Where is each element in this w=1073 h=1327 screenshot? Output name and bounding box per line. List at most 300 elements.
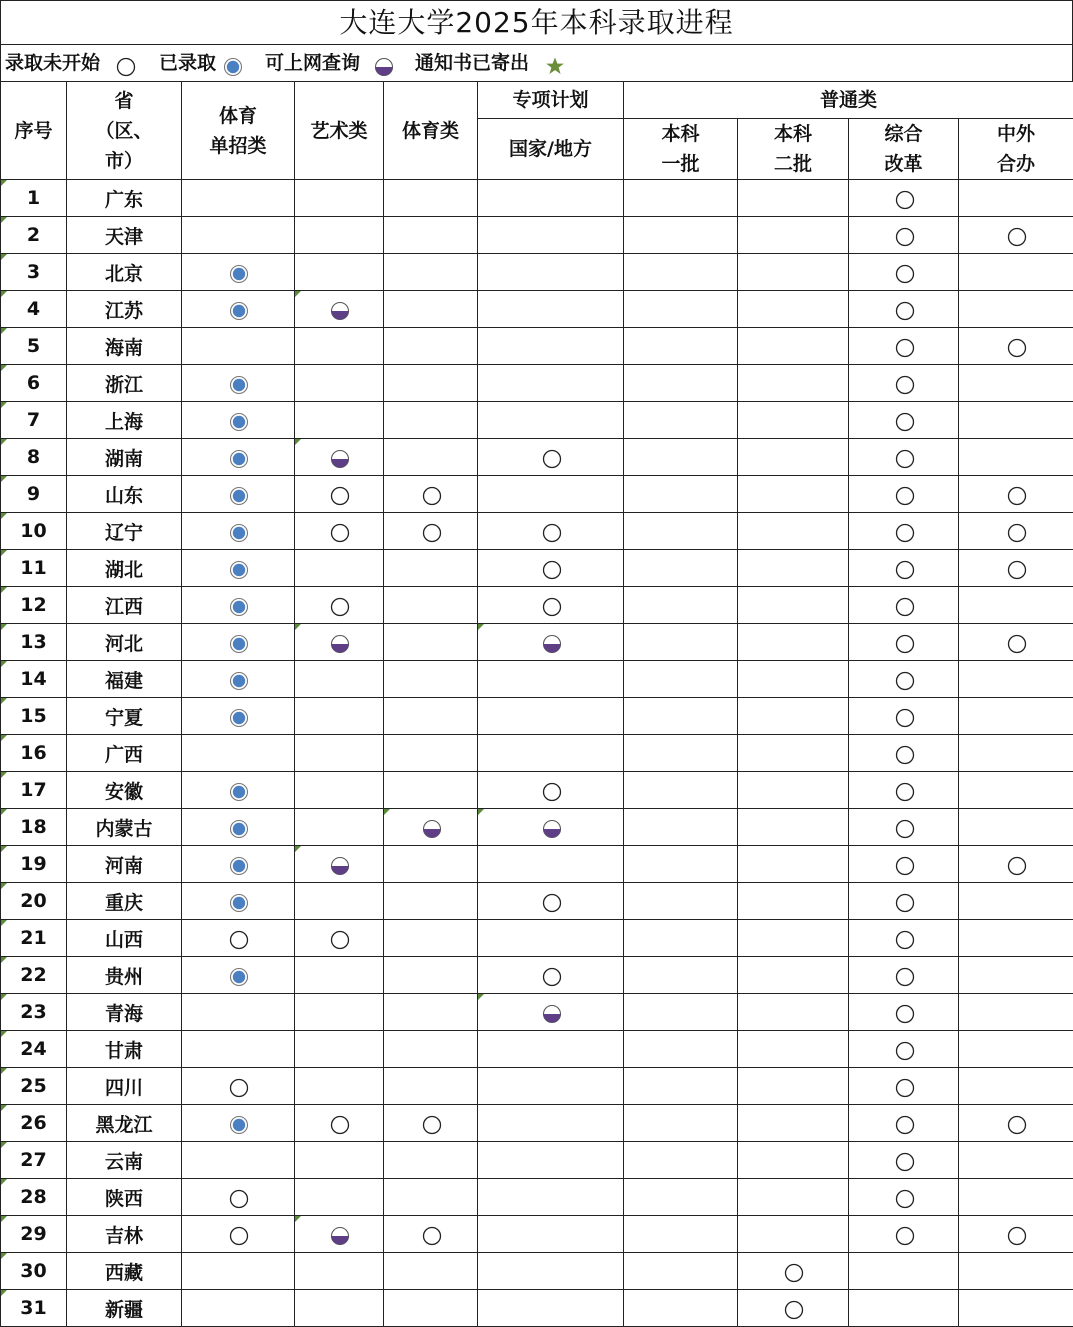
status-cell-art <box>295 957 384 994</box>
circle-outline-icon <box>895 560 913 578</box>
half-filled-purple-circle-icon <box>542 819 560 837</box>
status-cell-sino_foreign <box>959 920 1073 957</box>
row-seq: 12 <box>1 587 67 624</box>
row-seq: 10 <box>1 513 67 550</box>
circle-outline-icon <box>1007 486 1025 504</box>
status-cell-sino_foreign <box>959 328 1073 365</box>
circle-outline-icon <box>895 930 913 948</box>
circle-outline-icon <box>895 412 913 430</box>
status-cell-art <box>295 513 384 550</box>
circle-outline-icon <box>895 1041 913 1059</box>
status-cell-sports_single <box>182 698 295 735</box>
status-cell-special <box>478 1216 624 1253</box>
row-province: 北京 <box>67 254 182 291</box>
status-cell-special <box>478 920 624 957</box>
status-cell-sino_foreign <box>959 365 1073 402</box>
row-province: 江苏 <box>67 291 182 328</box>
status-cell-comprehensive <box>849 1031 959 1068</box>
table-row <box>1 217 1073 254</box>
status-cell-sino_foreign <box>959 550 1073 587</box>
status-cell-art <box>295 809 384 846</box>
status-cell-art <box>295 180 384 217</box>
row-seq: 23 <box>1 994 67 1031</box>
status-cell-batch2 <box>738 587 849 624</box>
status-cell-batch1 <box>624 1068 738 1105</box>
circle-outline-icon <box>422 1115 440 1133</box>
status-cell-sports_single <box>182 513 295 550</box>
status-cell-batch1 <box>624 291 738 328</box>
status-cell-sports_single <box>182 402 295 439</box>
status-cell-batch2 <box>738 994 849 1031</box>
circle-outline-icon <box>895 1152 913 1170</box>
status-cell-special <box>478 291 624 328</box>
table-row <box>1 1253 1073 1290</box>
status-cell-batch2 <box>738 624 849 661</box>
row-seq: 21 <box>1 920 67 957</box>
status-cell-sports <box>384 587 478 624</box>
status-cell-special <box>478 772 624 809</box>
status-cell-art <box>295 661 384 698</box>
circle-outline-icon <box>1007 338 1025 356</box>
status-cell-sports <box>384 994 478 1031</box>
status-cell-sino_foreign <box>959 809 1073 846</box>
status-cell-art <box>295 550 384 587</box>
status-cell-sports <box>384 698 478 735</box>
status-cell-sports <box>384 180 478 217</box>
status-cell-sino_foreign <box>959 291 1073 328</box>
status-cell-sino_foreign <box>959 846 1073 883</box>
circle-outline-icon <box>542 893 560 911</box>
row-province: 江西 <box>67 587 182 624</box>
table-row <box>1 809 1073 846</box>
filled-blue-circle-icon <box>229 375 247 393</box>
half-filled-purple-circle-icon <box>542 634 560 652</box>
row-province: 辽宁 <box>67 513 182 550</box>
status-cell-batch1 <box>624 254 738 291</box>
filled-blue-circle-icon <box>229 967 247 985</box>
status-cell-batch1 <box>624 735 738 772</box>
status-cell-special <box>478 587 624 624</box>
status-cell-comprehensive <box>849 254 959 291</box>
row-seq: 28 <box>1 1179 67 1216</box>
status-cell-sports_single <box>182 365 295 402</box>
status-cell-batch2 <box>738 180 849 217</box>
table-row <box>1 1142 1073 1179</box>
row-seq: 20 <box>1 883 67 920</box>
circle-outline-icon <box>330 523 348 541</box>
status-cell-sino_foreign <box>959 994 1073 1031</box>
row-seq: 6 <box>1 365 67 402</box>
status-cell-batch1 <box>624 698 738 735</box>
status-cell-batch2 <box>738 661 849 698</box>
status-cell-art <box>295 994 384 1031</box>
table-row <box>1 846 1073 883</box>
row-seq: 5 <box>1 328 67 365</box>
circle-outline-icon <box>895 1189 913 1207</box>
half-filled-purple-circle-icon <box>330 449 348 467</box>
circle-outline-icon <box>229 1078 247 1096</box>
row-seq: 13 <box>1 624 67 661</box>
status-cell-batch1 <box>624 920 738 957</box>
status-cell-batch1 <box>624 624 738 661</box>
circle-outline-icon <box>895 264 913 282</box>
filled-blue-circle-icon <box>229 449 247 467</box>
status-cell-sports <box>384 920 478 957</box>
status-cell-special <box>478 1105 624 1142</box>
status-cell-batch2 <box>738 772 849 809</box>
status-cell-special <box>478 1031 624 1068</box>
row-seq: 22 <box>1 957 67 994</box>
status-cell-comprehensive <box>849 1179 959 1216</box>
circle-outline-icon <box>895 634 913 652</box>
circle-outline-icon <box>542 967 560 985</box>
status-cell-comprehensive <box>849 550 959 587</box>
header-art: 艺术类 <box>295 82 384 180</box>
status-cell-comprehensive <box>849 328 959 365</box>
status-cell-sino_foreign <box>959 1031 1073 1068</box>
status-cell-sports_single <box>182 1031 295 1068</box>
filled-blue-circle-icon <box>229 523 247 541</box>
table-row <box>1 624 1073 661</box>
status-cell-comprehensive <box>849 1253 959 1290</box>
status-cell-batch1 <box>624 402 738 439</box>
status-cell-sports_single <box>182 920 295 957</box>
status-cell-sino_foreign <box>959 1290 1073 1327</box>
status-cell-sports_single <box>182 1253 295 1290</box>
status-cell-sports_single <box>182 1216 295 1253</box>
circle-outline-icon <box>784 1300 802 1318</box>
status-cell-comprehensive <box>849 439 959 476</box>
status-cell-batch1 <box>624 1290 738 1327</box>
half-filled-purple-circle-icon <box>330 301 348 319</box>
row-seq: 8 <box>1 439 67 476</box>
status-cell-art <box>295 920 384 957</box>
status-cell-art <box>295 254 384 291</box>
circle-outline-icon <box>1007 634 1025 652</box>
circle-outline-icon <box>895 1004 913 1022</box>
status-cell-art <box>295 291 384 328</box>
status-cell-sports_single <box>182 994 295 1031</box>
filled-blue-circle-icon <box>229 264 247 282</box>
status-cell-art <box>295 1031 384 1068</box>
circle-outline-icon <box>542 782 560 800</box>
status-cell-special <box>478 698 624 735</box>
status-cell-art <box>295 402 384 439</box>
circle-outline-icon <box>895 227 913 245</box>
status-cell-art <box>295 846 384 883</box>
half-filled-purple-circle-icon <box>330 1226 348 1244</box>
status-cell-special <box>478 476 624 513</box>
status-cell-batch1 <box>624 809 738 846</box>
status-cell-sports_single <box>182 1105 295 1142</box>
row-province: 黑龙江 <box>67 1105 182 1142</box>
status-cell-special <box>478 254 624 291</box>
sheet-title: 大连大学2025年本科录取进程 <box>0 0 1073 44</box>
table-row <box>1 735 1073 772</box>
status-cell-batch1 <box>624 883 738 920</box>
row-province: 广西 <box>67 735 182 772</box>
status-cell-sports <box>384 1105 478 1142</box>
status-cell-comprehensive <box>849 661 959 698</box>
row-seq: 19 <box>1 846 67 883</box>
status-cell-batch1 <box>624 587 738 624</box>
row-province: 海南 <box>67 328 182 365</box>
half-filled-purple-circle-icon <box>542 1004 560 1022</box>
table-row <box>1 513 1073 550</box>
row-seq: 16 <box>1 735 67 772</box>
status-cell-sports_single <box>182 1068 295 1105</box>
status-cell-batch2 <box>738 1105 849 1142</box>
table-row <box>1 1068 1073 1105</box>
row-seq: 1 <box>1 180 67 217</box>
status-cell-sports <box>384 291 478 328</box>
circle-outline-icon <box>895 856 913 874</box>
status-cell-comprehensive <box>849 587 959 624</box>
row-seq: 17 <box>1 772 67 809</box>
header-province: 省 （区、 市） <box>67 82 182 180</box>
legend-admitted-label: 已录取 <box>159 45 216 81</box>
status-cell-batch1 <box>624 846 738 883</box>
status-cell-sino_foreign <box>959 217 1073 254</box>
table-row <box>1 1179 1073 1216</box>
status-cell-batch2 <box>738 698 849 735</box>
status-cell-sports <box>384 550 478 587</box>
legend-not-started-label: 录取未开始 <box>5 45 100 81</box>
status-cell-sports_single <box>182 624 295 661</box>
status-cell-special <box>478 513 624 550</box>
row-province: 内蒙古 <box>67 809 182 846</box>
status-cell-batch1 <box>624 772 738 809</box>
status-cell-sino_foreign <box>959 1179 1073 1216</box>
circle-outline-icon <box>1007 227 1025 245</box>
status-cell-art <box>295 1105 384 1142</box>
row-province: 上海 <box>67 402 182 439</box>
status-cell-sports_single <box>182 1179 295 1216</box>
status-cell-sino_foreign <box>959 254 1073 291</box>
circle-outline-icon <box>422 1226 440 1244</box>
status-cell-comprehensive <box>849 772 959 809</box>
circle-outline-icon <box>1007 1115 1025 1133</box>
status-cell-sports <box>384 846 478 883</box>
admission-progress-table <box>0 81 1073 1327</box>
header-comprehensive: 综合 改革 <box>849 119 959 180</box>
status-cell-sports_single <box>182 661 295 698</box>
table-row <box>1 1216 1073 1253</box>
status-cell-sports <box>384 1068 478 1105</box>
table-row <box>1 365 1073 402</box>
status-cell-batch2 <box>738 846 849 883</box>
filled-blue-circle-icon <box>229 782 247 800</box>
status-cell-special <box>478 846 624 883</box>
circle-outline-icon <box>229 1189 247 1207</box>
status-cell-art <box>295 1142 384 1179</box>
status-cell-art <box>295 1290 384 1327</box>
status-cell-special <box>478 439 624 476</box>
status-cell-comprehensive <box>849 476 959 513</box>
status-cell-sports <box>384 809 478 846</box>
status-cell-art <box>295 735 384 772</box>
status-cell-sports <box>384 217 478 254</box>
status-cell-sports_single <box>182 328 295 365</box>
status-cell-batch2 <box>738 328 849 365</box>
status-cell-art <box>295 365 384 402</box>
table-row <box>1 920 1073 957</box>
status-cell-sino_foreign <box>959 772 1073 809</box>
status-cell-special <box>478 1142 624 1179</box>
status-cell-sports_single <box>182 587 295 624</box>
row-seq: 29 <box>1 1216 67 1253</box>
status-cell-art <box>295 698 384 735</box>
row-province: 浙江 <box>67 365 182 402</box>
status-cell-special <box>478 1179 624 1216</box>
status-cell-art <box>295 328 384 365</box>
status-cell-art <box>295 439 384 476</box>
circle-outline-icon <box>895 486 913 504</box>
status-cell-sports_single <box>182 291 295 328</box>
status-cell-sports_single <box>182 809 295 846</box>
status-cell-batch2 <box>738 254 849 291</box>
table-row <box>1 291 1073 328</box>
status-cell-batch2 <box>738 476 849 513</box>
filled-blue-circle-icon <box>229 819 247 837</box>
status-cell-sino_foreign <box>959 439 1073 476</box>
circle-outline-icon <box>229 930 247 948</box>
status-cell-batch2 <box>738 957 849 994</box>
status-cell-batch1 <box>624 1031 738 1068</box>
status-cell-art <box>295 1253 384 1290</box>
header-regular: 普通类 <box>624 82 1073 119</box>
half-filled-purple-circle-icon <box>330 634 348 652</box>
filled-blue-circle-icon <box>229 560 247 578</box>
filled-blue-circle-icon <box>229 486 247 504</box>
status-cell-art <box>295 624 384 661</box>
status-cell-comprehensive <box>849 180 959 217</box>
circle-outline-icon <box>1007 856 1025 874</box>
status-cell-special <box>478 735 624 772</box>
status-cell-comprehensive <box>849 846 959 883</box>
status-cell-comprehensive <box>849 402 959 439</box>
status-cell-sports_single <box>182 217 295 254</box>
row-province: 福建 <box>67 661 182 698</box>
status-cell-sino_foreign <box>959 661 1073 698</box>
circle-outline-icon <box>895 1226 913 1244</box>
status-cell-comprehensive <box>849 624 959 661</box>
table-row <box>1 439 1073 476</box>
table-row <box>1 254 1073 291</box>
status-cell-special <box>478 180 624 217</box>
filled-blue-circle-icon <box>229 708 247 726</box>
status-cell-sports <box>384 883 478 920</box>
table-row <box>1 402 1073 439</box>
status-cell-art <box>295 587 384 624</box>
table-row <box>1 180 1073 217</box>
circle-outline-icon <box>542 597 560 615</box>
row-province: 陕西 <box>67 1179 182 1216</box>
status-cell-comprehensive <box>849 1216 959 1253</box>
status-cell-sports_single <box>182 957 295 994</box>
filled-blue-circle-icon <box>229 412 247 430</box>
status-cell-sports <box>384 624 478 661</box>
status-cell-art <box>295 1068 384 1105</box>
status-cell-sports_single <box>182 883 295 920</box>
row-province: 甘肃 <box>67 1031 182 1068</box>
status-cell-batch2 <box>738 1142 849 1179</box>
row-province: 吉林 <box>67 1216 182 1253</box>
status-cell-special <box>478 1253 624 1290</box>
status-cell-batch2 <box>738 809 849 846</box>
circle-outline-icon <box>895 449 913 467</box>
half-filled-purple-circle-icon <box>422 819 440 837</box>
circle-outline-icon <box>895 1115 913 1133</box>
status-cell-sports <box>384 1142 478 1179</box>
status-cell-sino_foreign <box>959 735 1073 772</box>
row-seq: 14 <box>1 661 67 698</box>
header-sports-single: 体育 单招类 <box>182 82 295 180</box>
status-cell-batch2 <box>738 1216 849 1253</box>
circle-outline-icon <box>422 523 440 541</box>
row-province: 湖南 <box>67 439 182 476</box>
status-cell-batch2 <box>738 1068 849 1105</box>
status-cell-special <box>478 624 624 661</box>
status-cell-art <box>295 1179 384 1216</box>
status-cell-sports <box>384 1253 478 1290</box>
row-province: 重庆 <box>67 883 182 920</box>
status-cell-sports <box>384 402 478 439</box>
half-filled-purple-circle-icon <box>330 856 348 874</box>
circle-outline-icon <box>229 1226 247 1244</box>
status-cell-sino_foreign <box>959 1216 1073 1253</box>
status-cell-sports_single <box>182 254 295 291</box>
status-cell-sports <box>384 1290 478 1327</box>
status-cell-comprehensive <box>849 1290 959 1327</box>
row-seq: 26 <box>1 1105 67 1142</box>
status-cell-sports <box>384 254 478 291</box>
table-row <box>1 883 1073 920</box>
circle-outline-icon <box>895 967 913 985</box>
status-cell-sports <box>384 439 478 476</box>
circle-outline-icon <box>895 745 913 763</box>
row-province: 湖北 <box>67 550 182 587</box>
row-province: 云南 <box>67 1142 182 1179</box>
status-cell-special <box>478 809 624 846</box>
row-seq: 4 <box>1 291 67 328</box>
circle-outline-icon <box>784 1263 802 1281</box>
status-cell-special <box>478 1290 624 1327</box>
status-cell-batch1 <box>624 365 738 402</box>
row-seq: 7 <box>1 402 67 439</box>
status-cell-batch1 <box>624 994 738 1031</box>
header-first-batch: 本科 一批 <box>624 119 738 180</box>
circle-outline-icon <box>895 671 913 689</box>
status-cell-batch2 <box>738 439 849 476</box>
status-cell-special <box>478 661 624 698</box>
status-cell-comprehensive <box>849 1105 959 1142</box>
filled-blue-circle-icon <box>229 634 247 652</box>
row-province: 天津 <box>67 217 182 254</box>
status-cell-sports <box>384 661 478 698</box>
status-cell-batch1 <box>624 476 738 513</box>
status-cell-sino_foreign <box>959 1105 1073 1142</box>
row-province: 新疆 <box>67 1290 182 1327</box>
status-cell-sports <box>384 1216 478 1253</box>
status-cell-batch2 <box>738 365 849 402</box>
row-seq: 2 <box>1 217 67 254</box>
status-cell-comprehensive <box>849 698 959 735</box>
circle-outline-icon <box>895 375 913 393</box>
status-cell-batch2 <box>738 883 849 920</box>
status-cell-art <box>295 1216 384 1253</box>
circle-outline-icon <box>542 449 560 467</box>
